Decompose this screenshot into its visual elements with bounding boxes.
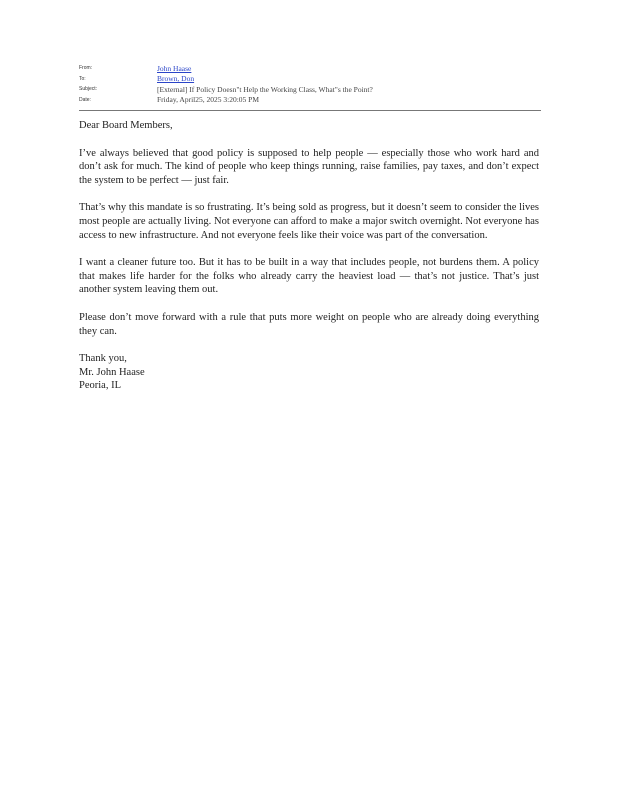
recipient-link[interactable]: Brown, Don	[157, 74, 195, 84]
body-paragraph: That’s why this mandate is so frustrating. It’s being sold as progress, but it doesn’t seem to consider the lives most people are actually living. Not everyone can afford to make a major switch overnight. Not everyone has access to new infrastructure. And not everyone feels like their voice was part of the conversation.	[79, 202, 539, 241]
from-label: From:	[79, 65, 93, 72]
date-row	[79, 95, 541, 106]
body-paragraph: I’ve always believed that good policy is supposed to help people — especially those who work hard and don’t ask for much. The kind of people who keep things running, raise families, pay taxes, and don’t expect the system to be perfect — just fair.	[79, 147, 539, 186]
signature-name: Mr. John Haase	[79, 366, 145, 378]
sender-link[interactable]: John Haase	[157, 63, 192, 73]
subject-value: [External] If Policy Doesn"t Help the Working Class, What"s the Point?	[157, 84, 373, 94]
salutation: Dear Board Members,	[79, 120, 173, 131]
signature-location: Peoria, IL	[79, 380, 121, 392]
body-paragraph: I want a cleaner future too. But it has to be built in a way that includes people, not burdens them. A policy that makes life harder for the folks who already carry the heaviest load — that’s not justice. That’s just another system leaving them out.	[79, 257, 539, 296]
header-divider	[79, 110, 541, 111]
signature-block	[79, 352, 539, 393]
email-header	[79, 63, 541, 105]
to-label: To:	[79, 75, 86, 82]
subject-label: Subject:	[79, 86, 98, 93]
closing: Thank you,	[79, 353, 127, 365]
email-body	[79, 119, 539, 393]
to-row	[79, 74, 541, 85]
subject-row	[79, 84, 541, 95]
body-paragraph: Please don’t move forward with a rule that puts more weight on people who are already doing everything they can.	[79, 311, 539, 337]
from-row	[79, 63, 541, 74]
date-label: Date:	[79, 96, 91, 103]
date-value: Friday, April25, 2025 3:20:05 PM	[157, 95, 260, 105]
